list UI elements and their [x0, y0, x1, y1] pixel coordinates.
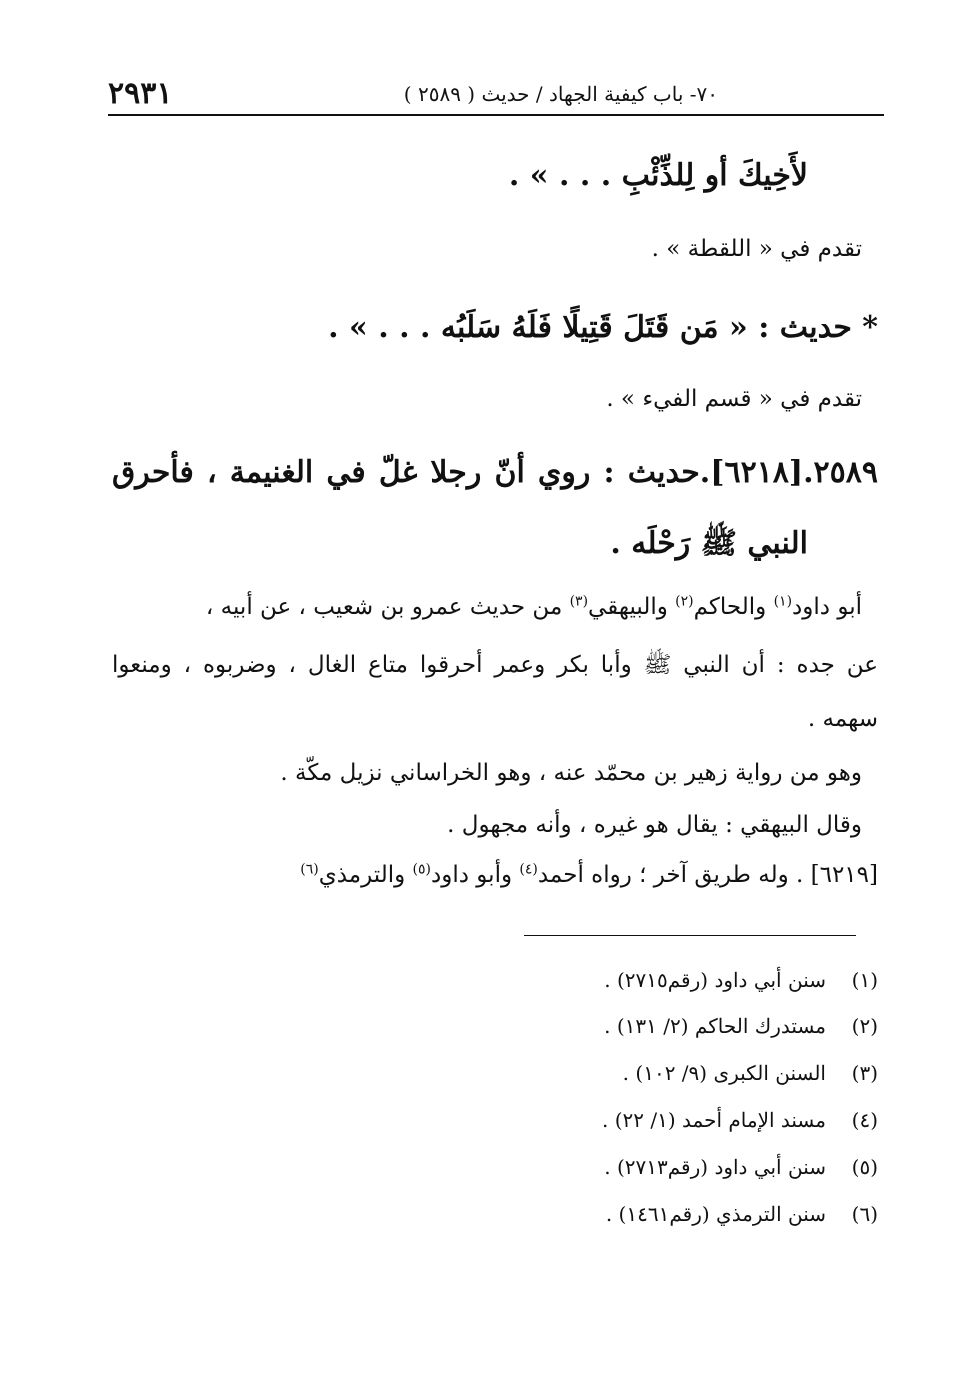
- p1-text-d: من حديث عمرو بن شعيب ، عن أبيه ،: [205, 594, 570, 620]
- text-line-3: * حديث : « مَن قَتَلَ قَتِيلًا فَلَهُ سَلَبُه . . . » .: [328, 310, 878, 345]
- p4-text-a: [٦٢١٩] . وله طريق آخر ؛ رواه أحمد: [537, 862, 878, 888]
- p1-text-c: والبيهقي: [588, 594, 676, 620]
- footnote-6: [606, 1202, 878, 1226]
- p1-text-b: والحاكم: [693, 594, 774, 620]
- footnote-ref-3: (٣): [569, 593, 589, 610]
- text-line-4: تقدم في « قسم الفيء » .: [606, 386, 862, 412]
- footnote-1: [604, 968, 878, 992]
- header-rule: [108, 114, 884, 116]
- footnote-text: مستدرك الحاكم (٢/ ١٣١) .: [604, 1014, 826, 1038]
- footnote-text: سنن الترمذي (رقم١٤٦١) .: [605, 1202, 826, 1226]
- running-title: ٧٠- باب كيفية الجهاد / حديث ( ٢٥٨٩ ): [403, 82, 718, 106]
- paragraph-3: وقال البيهقي : يقال هو غيره ، وأنه مجهول .: [447, 812, 862, 838]
- paragraph-2: وهو من رواية زهير بن محمّد عنه ، وهو الخراساني نزيل مكّة .: [280, 760, 862, 786]
- hadith-heading-line-2: النبي ﷺ رَحْلَه .: [610, 526, 808, 561]
- footnote-text: السنن الكبرى (٩/ ١٠٢) .: [622, 1061, 826, 1085]
- text-line-1: لأَخِيكَ أو لِلذِّئْبِ . . . » .: [508, 158, 808, 193]
- footnote-ref-2: (٢): [675, 593, 694, 610]
- footnote-number: (٣): [851, 1061, 878, 1085]
- footnote-2: [604, 1014, 878, 1038]
- page-number: ٢٩٣١: [108, 76, 173, 111]
- paragraph-1-line-1: [206, 594, 862, 620]
- footnote-5: [604, 1155, 878, 1179]
- footnote-ref-6: (٦): [300, 861, 319, 878]
- footnote-number: (٢): [851, 1014, 878, 1038]
- hadith-heading-line-1: ٢٥٨٩.[٦٢١٨].حديث : روي أنّ رجلا غلّ في الغنيمة ، فأحرق: [112, 455, 878, 490]
- text-line-2: تقدم في « اللقطة » .: [651, 236, 862, 262]
- p4-text-c: والترمذي: [318, 862, 413, 888]
- footnote-separator: [524, 935, 856, 936]
- p1-text-a: أبو داود: [792, 594, 862, 620]
- footnote-3: [623, 1061, 878, 1085]
- footnote-text: مسند الإمام أحمد (١/ ٢٢) .: [602, 1108, 826, 1132]
- footnote-ref-1: (١): [773, 593, 793, 610]
- footnote-number: (٥): [851, 1155, 878, 1179]
- paragraph-1-line-2: عن جده : أن النبي ﷺ وأبا بكر وعمر أحرقوا متاع الغال ، وضربوه ، ومنعوا: [112, 652, 878, 678]
- footnote-text: سنن أبي داود (رقم٢٧١٣) .: [604, 1155, 826, 1179]
- footnote-number: (٤): [851, 1108, 878, 1132]
- paragraph-1-line-3: سهمه .: [807, 706, 878, 732]
- footnote-4: [602, 1108, 878, 1132]
- paragraph-4: [300, 862, 878, 888]
- p4-text-b: وأبو داود: [431, 862, 520, 888]
- footnote-ref-5: (٥): [412, 861, 431, 878]
- footnote-ref-4: (٤): [519, 861, 538, 878]
- footnote-text: سنن أبي داود (رقم٢٧١٥) .: [604, 968, 826, 992]
- footnote-number: (٦): [851, 1202, 878, 1226]
- footnote-number: (١): [851, 968, 878, 992]
